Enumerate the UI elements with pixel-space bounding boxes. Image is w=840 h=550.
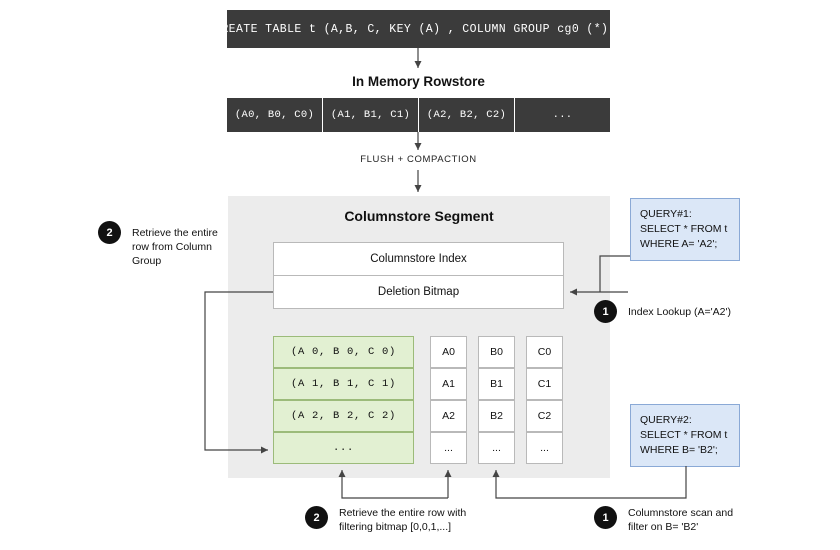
step-badge-query2-step1: 1 [594,506,617,529]
query-1-line: SELECT * FROM t [640,223,728,235]
step-note-query2-step1: Columnstore scan and filter on B= 'B2' [628,507,734,533]
column-b-cell: B0 [478,336,515,368]
column-a-cell: A2 [430,400,467,432]
column-c-cell: C2 [526,400,563,432]
column-b-cell: B1 [478,368,515,400]
rowstore-cell: ... [552,109,573,121]
column-c-cell: C0 [526,336,563,368]
deletion-bitmap-box: Deletion Bitmap [273,276,564,309]
step-note-query1-step2: Retrieve the entire row from Column Group [132,227,218,267]
column-a-cell: A0 [430,336,467,368]
column-group-row: ... [273,432,414,464]
rowstore-cell: (A0, B0, C0) [227,98,323,132]
column-group-row: (A 2, B 2, C 2) [273,400,414,432]
rowstore-title: In Memory Rowstore [352,74,485,89]
step-badge-query1-step1: 1 [594,300,617,323]
column-a-cell: A1 [430,368,467,400]
query-2-line: QUERY#2: [640,414,692,426]
step-note-query1-step1: Index Lookup (A='A2') [628,306,731,318]
step-badge-query1-step2: 2 [98,221,121,244]
flush-compaction-label: FLUSH + COMPACTION [360,154,477,165]
column-a-cell: ... [430,432,467,464]
step-badge-query2-step2: 2 [305,506,328,529]
query-2-line: SELECT * FROM t [640,429,728,441]
rowstore-bar [227,98,610,132]
query-1-line: QUERY#1: [640,208,692,220]
rowstore-cell: (A2, B2, C2) [419,98,515,132]
column-group-row: (A 0, B 0, C 0) [273,336,414,368]
column-b-cell: B2 [478,400,515,432]
query-2-box [630,404,740,467]
column-b-cell: ... [478,432,515,464]
columnstore-index-box: Columnstore Index [273,242,564,276]
rowstore-cell: (A1, B1, C1) [323,98,419,132]
column-c-cell: ... [526,432,563,464]
step-note-query2-step2: Retrieve the entire row with filtering bitmap [0,0,1,...] [339,507,467,533]
columnstore-segment-title: Columnstore Segment [344,208,494,224]
column-c-cell: C1 [526,368,563,400]
column-group-row: (A 1, B 1, C 1) [273,368,414,400]
query-1-box [630,198,740,261]
query-2-line: WHERE B= 'B2'; [640,444,718,456]
create-table-statement: CREATE TABLE t (A,B, C, KEY (A) , COLUMN GROUP cg0 (*)); [227,10,610,48]
query-1-line: WHERE A= 'A2'; [640,238,718,250]
